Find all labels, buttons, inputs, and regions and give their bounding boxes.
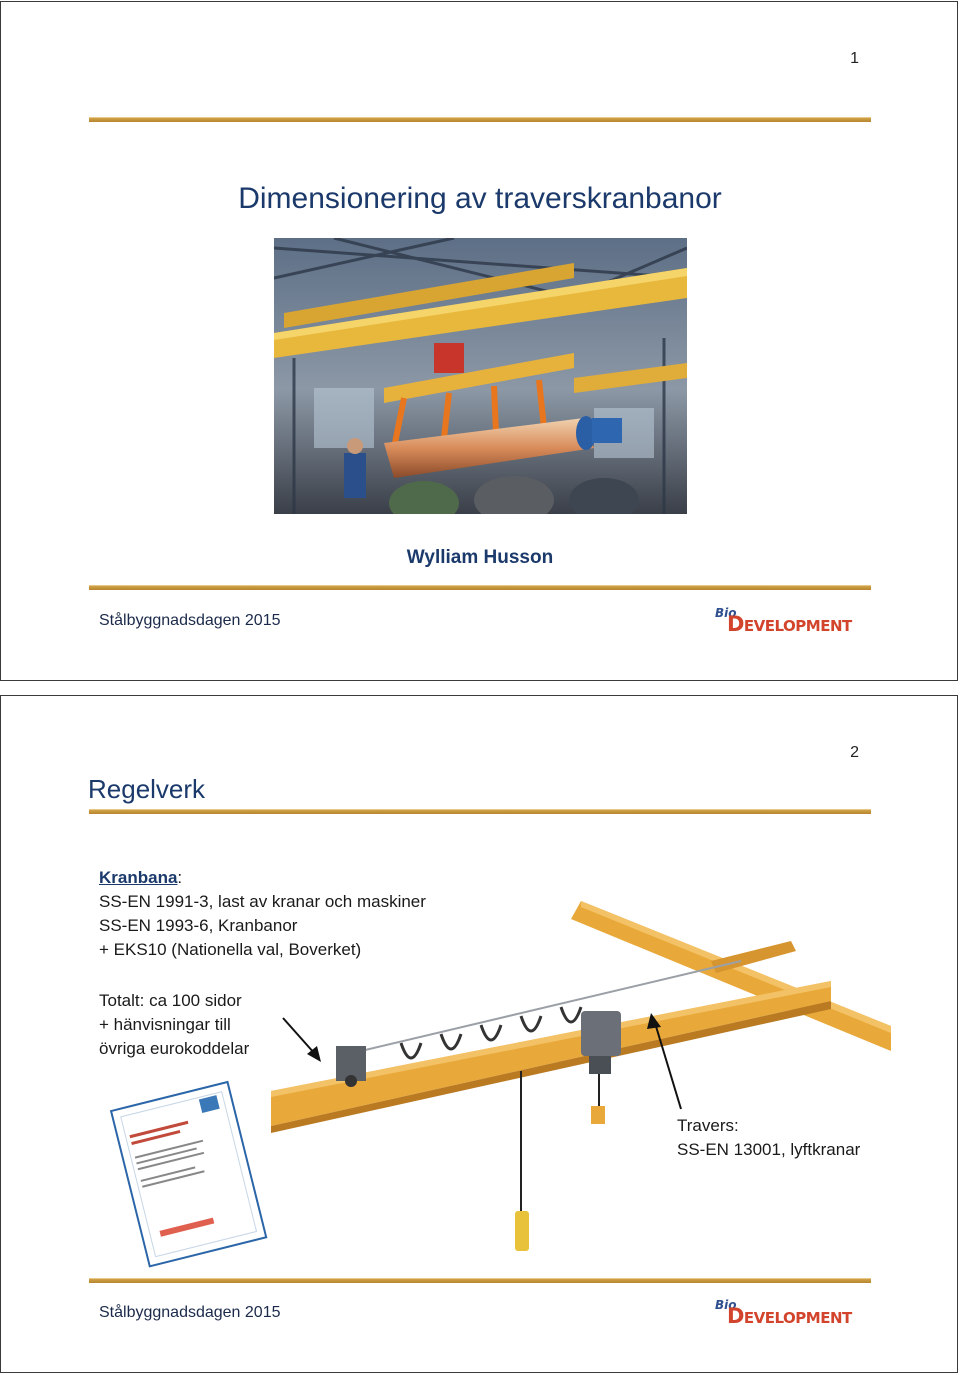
totalt-line: Totalt: ca 100 sidor xyxy=(99,991,242,1010)
page-number: 1 xyxy=(850,50,859,67)
biodevelopment-logo: Bio Development xyxy=(715,606,852,636)
crane-photo xyxy=(274,238,687,514)
totalt-line: + hänvisningar till xyxy=(99,1015,231,1034)
arrow-icon xyxy=(281,1016,326,1066)
author-name: Wylliam Husson xyxy=(406,547,554,568)
footer-rule xyxy=(89,1278,871,1283)
totalt-line: övriga eurokoddelar xyxy=(99,1039,250,1058)
travers-block xyxy=(677,1114,860,1162)
standard-line: SS-EN 1993-6, Kranbanor xyxy=(99,916,298,935)
travers-line: Travers: xyxy=(677,1116,739,1135)
slide-title: Dimensionering av traverskranbanor xyxy=(238,182,722,215)
slide-title: Regelverk xyxy=(88,774,206,804)
kranbana-heading: Kranbana: xyxy=(99,868,183,887)
travers-line: SS-EN 13001, lyftkranar xyxy=(677,1140,861,1159)
footer-text: Stålbyggnadsdagen 2015 xyxy=(99,1304,281,1321)
footer-rule xyxy=(89,585,871,590)
totalt-block xyxy=(99,989,249,1061)
biodevelopment-logo: Bio Development xyxy=(715,1298,852,1328)
standard-line: SS-EN 1991-3, last av kranar och maskiner xyxy=(99,892,426,911)
overhead-crane-illustration xyxy=(271,901,891,1281)
footer-text: Stålbyggnadsdagen 2015 xyxy=(99,612,281,629)
arrow-icon xyxy=(641,1011,691,1111)
standard-line: + EKS10 (Nationella val, Boverket) xyxy=(99,940,362,959)
page-number: 2 xyxy=(850,744,859,761)
slide-1 xyxy=(0,1,958,681)
eurocode-document-thumbnail xyxy=(106,1071,281,1271)
header-rule xyxy=(89,809,871,814)
header-rule xyxy=(89,117,871,122)
slide-2 xyxy=(0,695,958,1373)
